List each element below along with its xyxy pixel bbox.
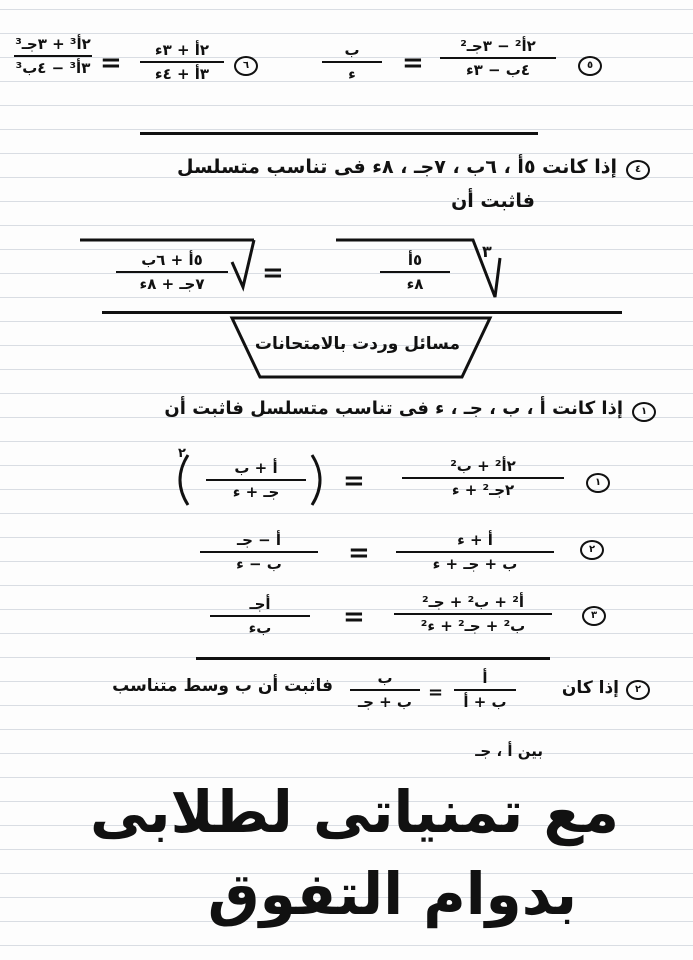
fraction-r2-left-num: أ + ء	[457, 531, 493, 549]
fraction-b2-den: ٣أ + ٤ء	[154, 65, 210, 83]
fraction-4-left	[380, 250, 450, 294]
fraction-last-1-num: أ	[482, 669, 488, 687]
fraction-bar	[350, 689, 420, 691]
fraction-last-2-den: ب + جـ	[357, 693, 413, 711]
fraction-r1-left-den: ٢جـ² + ء	[451, 481, 515, 499]
problem-4-prove: فاثبت أن	[451, 190, 535, 212]
fraction-bar	[140, 61, 224, 63]
marker-last: ٢	[626, 680, 650, 700]
fraction-a-lhs	[440, 36, 556, 80]
fraction-r3-left-num: أ² + ب² + جـ²	[422, 593, 524, 611]
fraction-r1-left-num: ٢أ² + ب²	[450, 457, 516, 475]
fraction-r1-right-num: أ + ب	[234, 459, 278, 477]
divider	[140, 132, 538, 135]
equals-sign: =	[348, 538, 370, 568]
fraction-4-right-num: ٥أ + ٦ب	[141, 251, 203, 269]
fraction-last-1-den: ب + أ	[463, 693, 507, 711]
exponent: ٢	[178, 446, 186, 461]
fraction-bar	[394, 613, 552, 615]
fraction-bar	[116, 271, 228, 273]
fraction-r2-right	[200, 530, 318, 574]
open-paren	[180, 455, 188, 505]
fraction-r2-right-num: أ − جـ	[236, 531, 282, 549]
fraction-r3-left-den: ب² + جـ² + ء²	[420, 617, 526, 635]
problem-q-statement: إذا كانت أ ، ب ، جـ ، ء فى تناسب متسلسل فاثبت أن	[164, 398, 623, 419]
fraction-a-lhs-num: ٢أ² − ٣جـ²	[460, 37, 536, 55]
fraction-bar	[380, 271, 450, 273]
fraction-r2-left	[396, 530, 554, 574]
closing-line-2: بدوام التفوق	[207, 860, 577, 928]
fraction-bar	[322, 61, 382, 63]
fraction-r2-right-den: ب − ء	[236, 555, 282, 573]
equals-sign: =	[100, 48, 122, 78]
equals-sign: =	[428, 682, 444, 703]
problem-4-statement: إذا كانت ٥أ ، ٦ب ، ٧جـ ، ٨ء فى تناسب متسلسل	[177, 156, 617, 178]
fraction-r1-left	[402, 456, 564, 500]
equals-sign: =	[343, 466, 365, 496]
fraction-4-left-den: ٨ء	[406, 275, 424, 293]
fraction-4-left-num: ٥أ	[407, 251, 423, 269]
banner-title: مسائل وردت بالامتحانات	[254, 334, 460, 354]
equals-sign: =	[343, 602, 365, 632]
divider	[196, 657, 550, 660]
fraction-a-rhs-den: ء	[348, 65, 356, 83]
closing-line-1: مع تمنياتى لطلابى	[90, 778, 619, 846]
fraction-bar	[396, 551, 554, 553]
fraction-bar	[454, 689, 516, 691]
equals-sign: =	[402, 48, 424, 78]
fraction-b2	[140, 40, 224, 84]
fraction-bar	[206, 479, 306, 481]
marker-a: ٥	[578, 56, 602, 76]
fraction-b1-num: ٢أ³ + ٣جـ³	[15, 35, 91, 53]
fraction-bar	[14, 55, 92, 57]
fraction-r1-right	[206, 458, 306, 502]
fraction-bar	[210, 615, 310, 617]
fraction-last-2	[350, 668, 420, 712]
fraction-a-rhs	[322, 40, 382, 84]
fraction-r3-right	[210, 594, 310, 638]
close-paren	[312, 455, 320, 505]
root-index: ٣	[482, 242, 492, 261]
equals-sign: =	[262, 258, 284, 288]
fraction-a-rhs-num: ب	[344, 41, 360, 59]
fraction-a-lhs-den: ٤ب − ٣ء	[465, 61, 531, 79]
fraction-r3-left	[394, 592, 552, 636]
fraction-last-1	[454, 668, 516, 712]
fraction-b2-num: ٢أ + ٣ء	[154, 41, 210, 59]
fraction-r1-right-den: جـ + ء	[232, 483, 280, 501]
fraction-b1	[14, 34, 92, 78]
fraction-4-right-den: ٧جـ + ٨ء	[139, 275, 205, 293]
fraction-bar	[402, 477, 564, 479]
marker-r2: ٢	[580, 540, 604, 560]
divider	[102, 311, 622, 314]
problem-last-prefix: إذا كان	[561, 678, 619, 698]
fraction-r3-right-num: أجـ	[249, 595, 271, 613]
fraction-bar	[440, 57, 556, 59]
marker-r1: ١	[586, 473, 610, 493]
marker-q: ١	[632, 402, 656, 422]
marker-b: ٦	[234, 56, 258, 76]
fraction-r2-left-den: ب + جـ + ء	[432, 555, 518, 573]
fraction-4-right	[116, 250, 228, 294]
marker-r3: ٣	[582, 606, 606, 626]
fraction-r3-right-den: بء	[248, 619, 272, 637]
marker-4: ٤	[626, 160, 650, 180]
fraction-bar	[200, 551, 318, 553]
problem-last-between: بين أ ، جـ	[475, 742, 543, 760]
problem-last-suffix: فاثبت أن ب وسط متناسب	[112, 676, 333, 696]
fraction-b1-den: ٣أ³ − ٤ب³	[15, 59, 91, 77]
fraction-last-2-num: ب	[377, 669, 393, 687]
